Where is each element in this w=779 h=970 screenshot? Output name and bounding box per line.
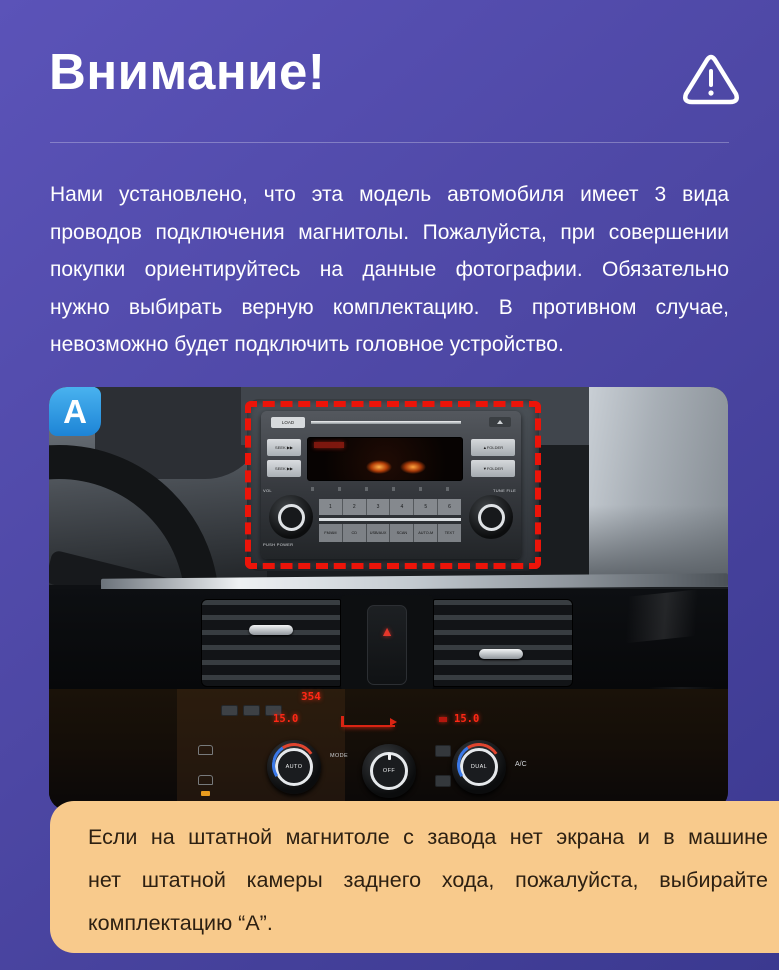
preset-button: 5 [414,499,438,515]
caption-line: нет штатной камеры заднего хода, пожалуйста, выбирайте [88,868,768,892]
source-button: AUTO-M [414,524,438,542]
knob-label: AUTO [285,764,303,770]
climate-knob-auto [267,740,321,794]
temp-arc [453,739,505,791]
airflow-indicator [341,716,395,727]
climate-button [435,775,451,787]
preset-button: 6 [438,499,461,515]
climate-knob-off [362,744,416,798]
mode-label: MODE [330,753,349,759]
intro-line: нужно выбирать верную комплектацию. В противном случае, [50,295,729,319]
source-button: SCAN [390,524,414,542]
intro-line: невозможно будет подключить головное устройство. [50,333,564,357]
intro-line: проводов подключения магнитолы. Пожалуйста, при совершении [50,220,729,244]
climate-button [221,705,238,716]
knob-label: OFF [382,768,396,774]
load-button: LOAD [271,417,305,428]
push-power-label: PUSH POWER [263,542,294,547]
source-button: CD [343,524,367,542]
header-divider [50,142,729,143]
left-air-vent [201,599,341,687]
tune-label: TUNE FILE [493,488,517,493]
vent-adjuster [249,625,293,635]
climate-button [435,745,451,757]
knob-pointer [388,753,391,760]
warning-triangle-icon [681,53,741,105]
temp-display-right: 15.0 [454,713,480,725]
source-button: USB/AUX [367,524,391,542]
hazard-button [367,605,407,685]
caption-box [50,801,779,953]
preset-button: 1 [319,499,343,515]
intro-paragraph [50,176,729,364]
preset-button: 2 [343,499,367,515]
climate-knob-dual [452,740,506,794]
source-button: TEXT [438,524,461,542]
seek-down-button: SEEK ▶▶ [267,460,301,477]
knob-label: DUAL [470,764,488,770]
indicator-light [201,791,210,796]
caption-line: комплектацию “А”. [88,911,273,935]
hazard-triangle-icon: ▲ [380,623,394,639]
dashboard-photo [49,387,728,810]
right-air-vent [433,599,573,687]
preset-button: 4 [390,499,414,515]
ac-label: A/C [515,761,527,768]
intro-line: Нами установлено, что эта модель автомобиля имеет 3 вида [50,183,729,206]
defrost-icon [198,775,213,785]
intro-line: покупки ориентируйтесь на данные фотографии. Обязательно [50,258,729,282]
temp-arc [268,739,320,791]
highlight-box [245,401,541,569]
folder-down-button: ▼FOLDER [471,460,515,477]
fan-indicator [439,717,447,722]
caption-line: Если на штатной магнитоле с завода нет экрана и в машине [88,825,768,849]
climate-display-top: 354 [301,690,321,703]
climate-button [243,705,260,716]
variant-badge: A [49,387,101,436]
vol-label: VOL [263,488,272,493]
defrost-icon [198,745,213,755]
folder-up-button: ▲FOLDER [471,439,515,456]
seek-up-button: SEEK ▶▶ [267,439,301,456]
source-button: FM/AM [319,524,343,542]
page-title: Внимание! [49,43,326,100]
temp-display-left: 15.0 [273,713,299,725]
vent-adjuster [479,649,523,659]
preset-button: 3 [367,499,391,515]
